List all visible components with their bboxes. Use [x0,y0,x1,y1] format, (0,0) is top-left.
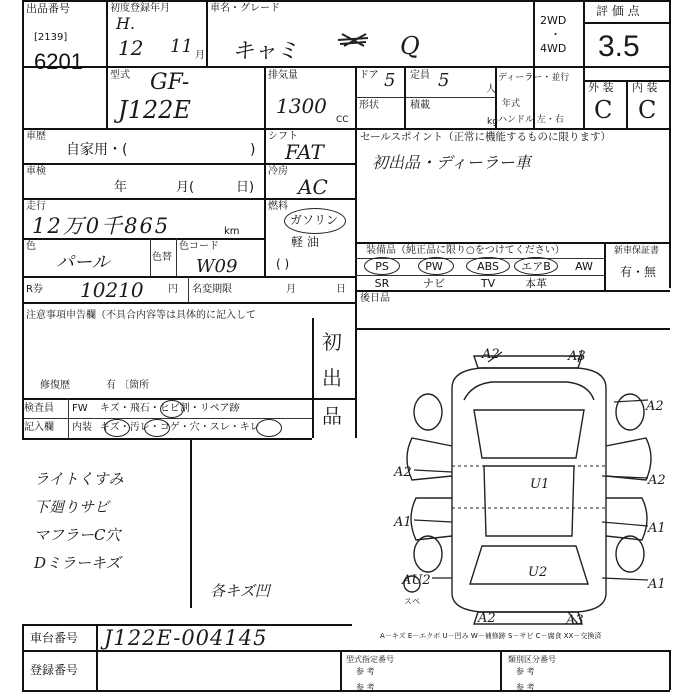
fw-items: キズ・飛石・ヒビ割・リペア跡 [100,403,240,414]
year-label: 年式 [502,99,521,109]
sales-point-label: セールスポイント（正常に機能するものに限ります） [360,131,612,143]
ref-right: 参 考 [516,683,535,692]
capacity-unit: 人 [486,84,496,95]
interior-row-label: 内装 [72,422,92,433]
inspection-day: 日) [236,180,255,195]
fw-label: FW [72,403,88,414]
name-change-day: 日 [336,284,346,295]
lot-number: 6201 [34,49,83,74]
mark-left-rear: AU2 [402,573,431,588]
repair-history-value: 有 〔箇所 [106,380,150,391]
registration-era: H. [116,14,136,33]
chassis-label: 車台番号 [30,631,79,645]
mark-front-left: A2 [482,347,500,362]
type-cert-ref: 参 考 [356,667,375,676]
later-items-label: 後日品 [360,293,390,304]
repaint-label: 色替 [152,252,172,263]
interior-scratch-circle [104,419,130,437]
equipment-label: 装備品（純正品に限り○をつけてください） [366,245,565,256]
equip-pw-circle [418,257,454,275]
capacity-value: 5 [438,70,450,91]
fuel-label: 燃料 [268,201,288,212]
equip-aw: AW [575,260,593,273]
car-name-label: 車名・グレード [210,3,280,14]
color-label: 色 [26,241,36,252]
drive-separator: ・ [550,28,561,41]
load-label: 積載 [410,100,430,111]
struck-out-text [336,30,370,50]
exterior-label: 外 装 [588,81,614,94]
mark-right-rear: A1 [648,577,666,592]
mark-right-rear-door: A1 [648,521,666,536]
displacement-unit: CC [336,115,349,125]
fuel-gasoline: ガソリン [290,213,339,227]
ref-left: 参 考 [356,683,375,692]
name-change-label: 名変期限 [192,284,232,295]
color-code-label: 色コード [179,241,219,252]
fuel-other: ( ) [276,257,290,271]
load-unit: kg [487,117,498,127]
inspection-label: 車検 [26,166,46,177]
mark-rear-right: A3 [566,613,584,628]
equip-airbag: エアB [521,260,551,273]
car-name: キャミ [232,39,299,64]
chassis-number: J122E-004145 [104,626,268,650]
shift-value: FAT [285,140,324,164]
inspection-year: 年 [114,180,128,195]
recycle-unit: 円 [168,284,178,295]
name-change-month: 月 [286,284,296,295]
interior-items: キズ・汚レ・コゲ・穴・スレ・キレ [100,422,260,433]
history-value: 自家用・( [66,142,128,158]
first-listing-2: 出 [322,366,342,390]
note-line-5: 各キズ凹 [210,582,270,600]
mark-left-door: A2 [394,465,412,480]
mileage-label: 走行 [26,201,46,212]
mark-roof: U1 [530,477,550,492]
model-type-code: J122E [118,96,191,124]
equip-leather: 本革 [525,277,547,290]
equip-abs-circle [466,257,510,275]
equip-ps: PS [375,260,389,273]
model-type-label: 型式 [110,70,130,81]
mark-rear-left: A2 [478,611,496,626]
equip-pw: PW [425,260,443,273]
caution-label: 注意事項申告欄（不具合内容等は具体的に記入して [26,310,256,321]
registration-year: 12 [118,36,144,60]
equip-tv: TV [480,277,496,290]
displacement-label: 排気量 [268,70,298,81]
note-line-1: ライトくすみ [34,470,124,488]
history-close: ) [250,142,256,158]
mark-right-front: A2 [646,399,664,414]
recycle-value: 10210 [80,278,144,302]
mark-left-rear-door: A1 [394,515,412,530]
type-cert-label: 型式指定番号 [346,655,394,664]
category-ref: 参 考 [516,667,535,676]
equip-sunroof: SR [374,277,390,290]
damage-legend: A－キズ E－エクボ U－凹み W－補修跡 S－サビ C－腐食 XX－交換済 [380,632,602,640]
ac-label: 冷房 [268,166,288,177]
interior-stain-circle [144,419,170,437]
history-label: 車歴 [26,131,46,142]
dealer-label: ディーラー・並行 [498,73,570,83]
note-line-2: 下廻りサビ [34,498,110,516]
recycle-label: R券 [26,284,43,295]
body-shape-label: 形状 [359,100,379,111]
handle-label: ハンドル 左・右 [498,115,564,125]
drive-4wd: 4WD [540,42,567,55]
exterior-grade: C [594,96,613,124]
evaluation-label: 評 価 点 [596,4,640,18]
first-listing-1: 初 [322,330,342,354]
sales-point-value: 初出品・ディーラー車 [372,153,531,172]
fuel-diesel: 軽 油 [291,235,319,249]
registration-month-unit: 月 [195,50,205,61]
warranty-label: 新車保証書 [614,246,660,256]
repair-history-label: 修復歴 [40,380,70,391]
warranty-value: 有・無 [620,265,657,279]
inspector-label: 検査員 [24,403,54,414]
registration-month: 11 [170,36,193,57]
mileage-value: 12万0千865 [32,214,171,238]
mark-front-right: A3 [568,349,586,364]
mark-rear-glass: U2 [528,565,548,580]
interior-grade: C [638,96,657,124]
interior-wear-circle [256,419,282,437]
door-count: 5 [384,70,396,91]
ac-value: AC [298,175,328,199]
car-grade: Q [400,32,420,60]
car-damage-diagram [392,347,666,628]
registration-number-label: 登録番号 [30,663,79,677]
equip-ps-circle [364,257,400,275]
category-label: 類別区分番号 [508,655,556,664]
lot-number-label: 出品番号 [26,2,70,15]
equip-airbag-circle [514,257,558,275]
equip-navi: ナビ [423,277,445,290]
color-value: パール [56,252,110,273]
evaluation-score: 3.5 [598,30,640,63]
first-registration-label: 初度登録年月 [110,3,170,14]
lot-sub-number: [2139] [34,32,68,43]
door-label: ドア [359,70,379,81]
inspection-month: 月( [176,180,195,195]
mileage-unit: km [224,226,240,237]
shift-label: シフト [268,131,298,142]
displacement-value: 1300 [276,94,327,118]
capacity-label: 定員 [410,70,430,81]
color-code-value: W09 [196,256,238,277]
spare-label: スペ [404,597,420,606]
drive-2wd: 2WD [540,14,567,27]
note-line-4: Dミラーキズ [34,554,121,572]
interior-label: 内 装 [632,81,658,94]
fuel-selected-circle [284,208,346,234]
equip-abs: ABS [477,260,499,273]
note-line-3: マフラーC穴 [34,526,121,544]
stone-chip-circle [160,400,184,418]
entry-label: 記入欄 [24,422,54,433]
first-listing-3: 品 [322,404,342,428]
model-type-prefix: GF- [150,70,190,95]
mark-right-door: A2 [648,473,666,488]
